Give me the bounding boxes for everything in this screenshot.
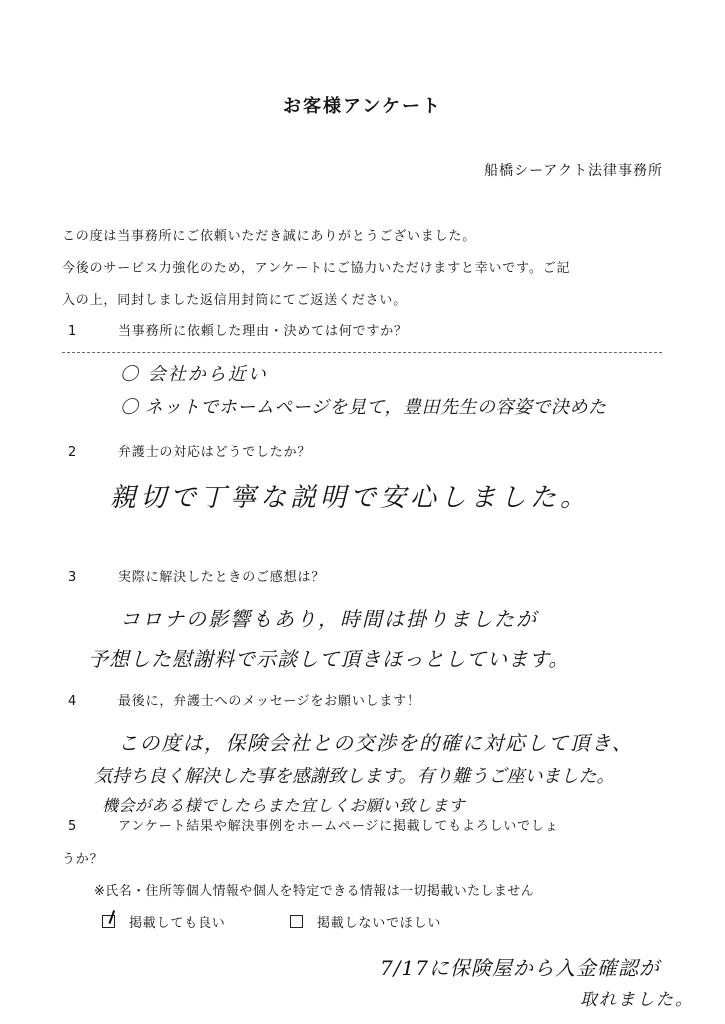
intro-line-1: この度は当事務所にご依頼いただき誠にありがとうございました。: [62, 229, 477, 244]
question-number: 4: [68, 694, 78, 709]
question-text: 当事務所に依頼した理由・決めては何ですか？: [118, 324, 408, 339]
answer-1-line-1: 〇 会社から近い: [120, 364, 268, 385]
option-publish-ok[interactable]: [102, 912, 226, 931]
answer-3-line-1: コロナの影響もあり，時間は掛りましたが: [120, 607, 538, 631]
question-text: 最後に，弁護士へのメッセージをお願いします！: [118, 694, 421, 709]
question-1: [68, 320, 408, 339]
question-2: [68, 441, 311, 460]
intro-line-2: 今後のサービス力強化のため，アンケートにご協力いただけますと幸いです。ご記: [62, 261, 571, 276]
question-number: 1: [68, 324, 78, 339]
divider: [62, 352, 662, 353]
question-text: 実際に解決したときのご感想は？: [118, 570, 326, 585]
page-title: お客様アンケート: [283, 96, 442, 117]
privacy-note: ※氏名・住所等個人情報や個人を特定できる情報は一切掲載いたしません: [94, 884, 535, 899]
question-number: 3: [68, 570, 78, 585]
answer-2-line-1: 親切で丁寧な説明で安心しました。: [110, 483, 591, 513]
firm-name: 船橋シーアクト法律事務所: [484, 163, 663, 179]
handwritten-footnote-line-2: 取れました。: [580, 990, 694, 1010]
option-publish-no[interactable]: [290, 912, 441, 931]
question-5: [68, 815, 559, 834]
checkbox-checked[interactable]: [102, 915, 115, 928]
handwritten-footnote-line-1: 7/17に保険屋から入金確認が: [380, 956, 660, 980]
question-3: [68, 566, 325, 585]
question-4: [68, 690, 421, 709]
question-number: 2: [68, 445, 78, 460]
answer-4-line-2: 気持ち良く解決した事を感謝致します。有り難うご座いました。: [94, 766, 615, 787]
question-number: 5: [68, 819, 78, 834]
intro-line-3: 入の上，同封しました返信用封筒にてご返送ください。: [62, 293, 408, 308]
answer-1-line-2: 〇 ネットでホームページを見て，豊田先生の容姿で決めた: [120, 397, 607, 418]
question-text: アンケート結果や解決事例をホームページに掲載してもよろしいでしょ: [118, 819, 559, 834]
question-text: 弁護士の対応はどうでしたか？: [118, 445, 312, 460]
answer-4-line-1: この度は，保険会社との交渉を的確に対応して頂き、: [118, 731, 634, 755]
question-5-continuation: うか？: [62, 852, 104, 867]
answer-3-line-2: 予想した慰謝料で示談して頂きほっとしています。: [88, 647, 570, 671]
checkbox-unchecked[interactable]: [290, 915, 303, 928]
answer-4-line-3: 機会がある様でしたらまた宜しくお願い致します: [102, 796, 466, 815]
option-label: 掲載しないでほしい: [317, 916, 442, 931]
option-label: 掲載しても良い: [129, 916, 226, 931]
